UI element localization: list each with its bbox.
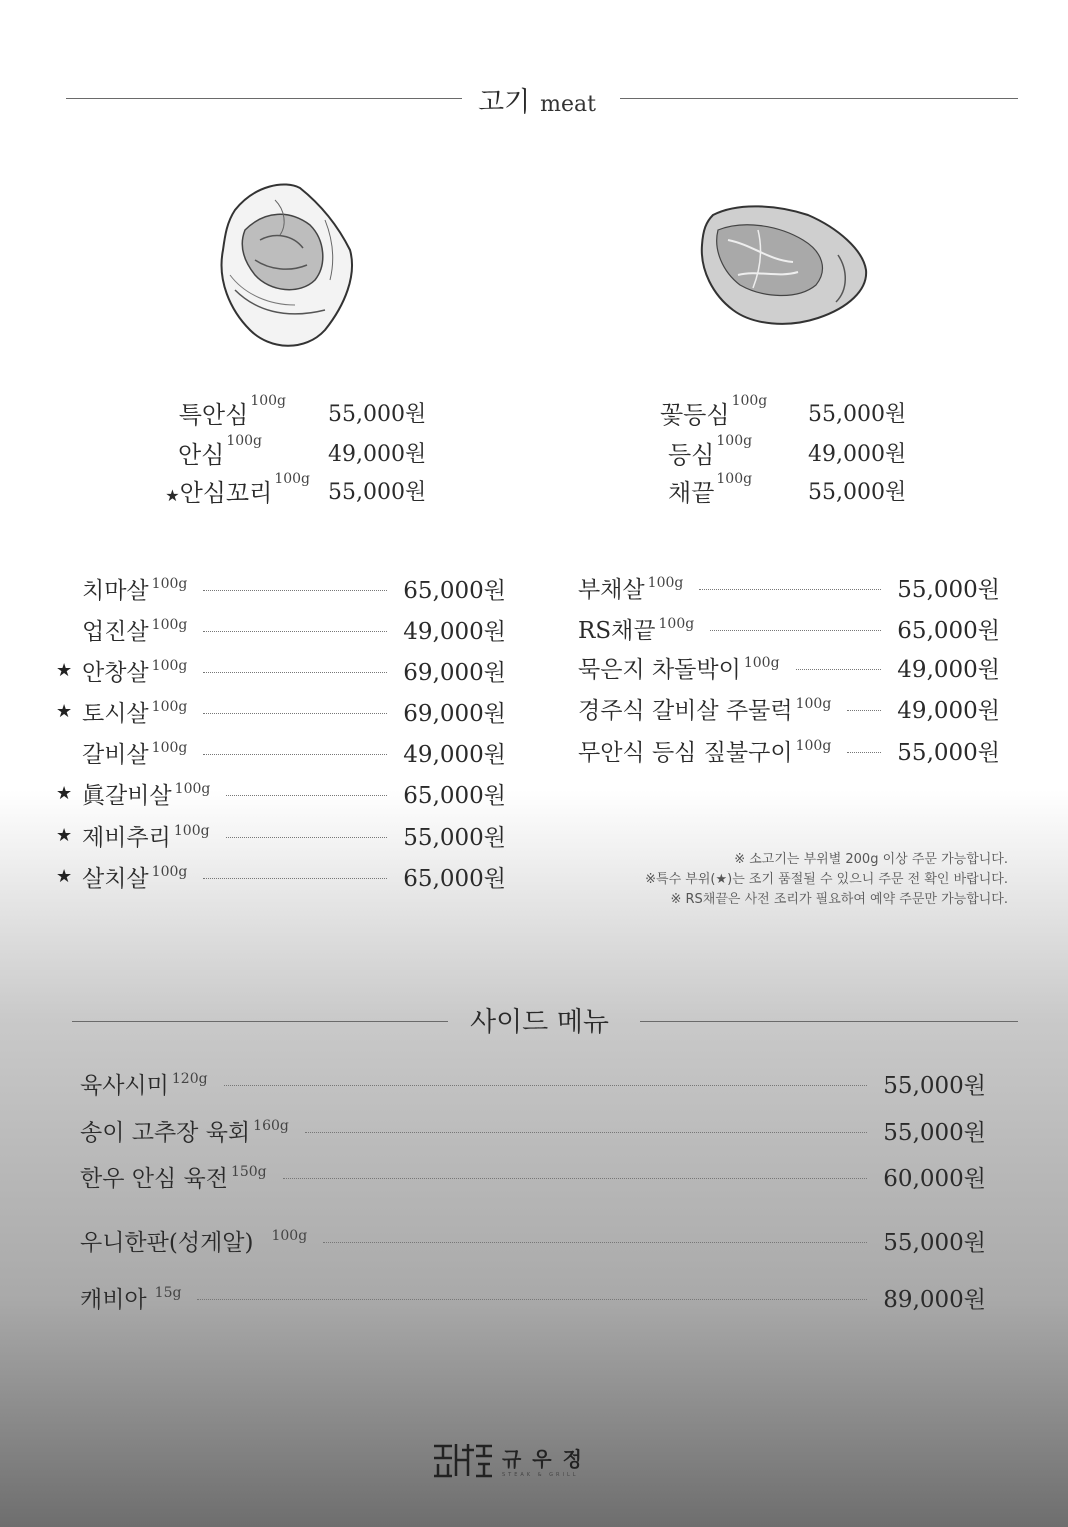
- menu-right-row: [578, 692, 1000, 725]
- side-item-name: 우니한판(성게알): [80, 1230, 254, 1256]
- menu-item-weight: 100g: [647, 574, 684, 591]
- menu-item-price: 65,000원: [403, 866, 506, 892]
- meat-rule-left: [66, 98, 462, 99]
- leader-dots: [203, 590, 387, 591]
- leader-dots: [203, 754, 387, 755]
- side-item-name: 송이 고추장 육회: [80, 1120, 251, 1146]
- menu-item-weight: 100g: [151, 739, 188, 756]
- menu-left-row: [56, 736, 506, 769]
- menu-item-price: 65,000원: [403, 578, 506, 604]
- meat-title: 고기: [478, 87, 531, 118]
- premium-right-row-1: [660, 393, 907, 430]
- menu-item-name: 제비추리: [82, 825, 171, 851]
- premium-left-row-1: [120, 393, 427, 430]
- menu-item-weight: 100g: [151, 616, 188, 633]
- premium-item-price: 55,000원: [808, 402, 907, 427]
- side-item-price: 55,000원: [883, 1230, 986, 1256]
- logo-mark-icon: [432, 1440, 494, 1480]
- leader-dots: [226, 795, 387, 796]
- leader-dots: [197, 1299, 867, 1300]
- side-menu-row: [80, 1114, 986, 1147]
- side-item-weight: 150g: [230, 1163, 267, 1180]
- premium-left-row-2: [120, 433, 427, 470]
- star-icon: ★: [56, 660, 73, 681]
- leader-dots: [203, 713, 387, 714]
- menu-item-name: 갈비살: [82, 742, 149, 768]
- star-icon: ★: [56, 825, 73, 846]
- side-menu-row: [80, 1281, 986, 1314]
- menu-item-weight: 100g: [151, 863, 188, 880]
- menu-item-weight: 100g: [151, 698, 188, 715]
- side-item-weight: 160g: [253, 1117, 289, 1134]
- menu-right-row: [578, 571, 1000, 604]
- menu-item-weight: 100g: [795, 737, 832, 754]
- premium-item-name: 안심: [177, 441, 225, 469]
- star-icon: ★: [56, 701, 73, 722]
- side-item-price: 60,000원: [883, 1166, 986, 1192]
- leader-dots: [305, 1132, 867, 1133]
- leader-dots: [710, 630, 881, 631]
- side-item-name: 육사시미: [80, 1073, 169, 1099]
- premium-item-weight: 100g: [716, 433, 753, 449]
- menu-left-row: [56, 613, 506, 646]
- sirloin-illustration: [698, 200, 870, 330]
- premium-item-weight: 100g: [716, 471, 753, 487]
- premium-item-name: 특안심: [178, 401, 249, 429]
- premium-item-price: 55,000원: [328, 402, 427, 427]
- menu-item-price: 55,000원: [403, 825, 506, 851]
- menu-item-name: 업진살: [82, 619, 149, 645]
- menu-left-row: [56, 819, 506, 852]
- menu-item-name: 안창살: [82, 660, 149, 686]
- restaurant-logo: [432, 1440, 584, 1480]
- menu-item-price: 49,000원: [403, 619, 506, 645]
- side-item-name: 캐비아: [80, 1287, 147, 1313]
- menu-item-name: 무안식 등심 짚불구이: [578, 740, 793, 766]
- menu-left-row: [56, 654, 506, 687]
- side-rule-left: [72, 1021, 448, 1022]
- menu-item-name: RS채끝: [578, 618, 656, 644]
- premium-item-name: 꽃등심: [660, 401, 730, 429]
- side-item-weight: 100g: [271, 1227, 308, 1244]
- side-menu-row: [80, 1224, 986, 1257]
- premium-item-weight: 100g: [250, 393, 286, 409]
- leader-dots: [226, 837, 388, 838]
- meat-rule-right: [620, 98, 1018, 99]
- menu-item-name: 치마살: [82, 578, 149, 604]
- premium-left-row-3: [120, 471, 427, 508]
- leader-dots: [796, 669, 882, 670]
- leader-dots: [203, 878, 387, 879]
- leader-dots: [203, 672, 387, 673]
- side-item-price: 55,000원: [883, 1073, 986, 1099]
- star-icon: ★: [56, 866, 73, 887]
- premium-right-row-2: [668, 433, 907, 470]
- premium-item-weight: 100g: [731, 393, 768, 409]
- menu-item-price: 69,000원: [403, 701, 506, 727]
- menu-left-row: [56, 777, 506, 810]
- side-item-price: 55,000원: [883, 1120, 986, 1146]
- menu-item-price: 49,000원: [403, 742, 506, 768]
- premium-item-weight: 100g: [274, 471, 310, 487]
- side-menu-row: [80, 1160, 986, 1193]
- star-icon: ★: [56, 783, 73, 804]
- leader-dots: [283, 1178, 868, 1179]
- premium-star-icon: ★: [165, 486, 180, 505]
- logo-text: 규 우 정: [502, 1446, 584, 1471]
- menu-right-row: [578, 734, 1000, 767]
- menu-item-price: 55,000원: [897, 740, 1000, 766]
- side-section-title: 사이드 메뉴: [470, 1007, 609, 1038]
- meat-section-title: [478, 80, 596, 119]
- menu-item-weight: 100g: [174, 780, 211, 797]
- premium-item-price: 55,000원: [808, 480, 907, 505]
- leader-dots: [847, 752, 881, 753]
- menu-item-weight: 100g: [658, 615, 695, 632]
- menu-item-name: 경주식 갈비살 주물럭: [578, 698, 793, 724]
- menu-right-row: [578, 612, 1000, 645]
- leader-dots: [203, 631, 387, 632]
- menu-item-price: 49,000원: [897, 657, 1000, 683]
- tenderloin-illustration: [215, 180, 360, 355]
- menu-right-row: [578, 651, 1000, 684]
- side-item-price: 89,000원: [883, 1287, 986, 1313]
- menu-left-row: [56, 860, 506, 893]
- logo-tagline: STEAK & GRILL: [502, 1471, 579, 1478]
- premium-item-price: 55,000원: [328, 480, 427, 505]
- menu-item-name: 토시살: [82, 701, 149, 727]
- premium-item-name: 등심: [668, 441, 715, 469]
- side-rule-right: [640, 1021, 1018, 1022]
- leader-dots: [323, 1242, 867, 1243]
- menu-item-name: 부채살: [578, 577, 645, 603]
- menu-item-price: 65,000원: [403, 783, 506, 809]
- side-item-name: 한우 안심 육전: [80, 1166, 228, 1192]
- leader-dots: [847, 710, 881, 711]
- note-line: ※ RS채끝은 사전 조리가 필요하여 예약 주문만 가능합니다.: [670, 892, 1008, 907]
- premium-item-name: 안심꼬리: [179, 479, 273, 507]
- note-line: ※ 소고기는 부위별 200g 이상 주문 가능합니다.: [734, 852, 1008, 867]
- menu-item-price: 49,000원: [897, 698, 1000, 724]
- menu-item-weight: 100g: [151, 575, 188, 592]
- premium-item-name: 채끝: [668, 479, 715, 507]
- menu-item-weight: 100g: [795, 695, 832, 712]
- order-notes: [645, 850, 1008, 910]
- menu-item-weight: 100g: [151, 657, 188, 674]
- premium-right-row-3: [668, 471, 907, 508]
- side-item-weight: 15g: [154, 1284, 182, 1301]
- menu-item-name: 살치살: [82, 866, 149, 892]
- premium-item-price: 49,000원: [328, 442, 427, 467]
- menu-item-price: 69,000원: [403, 660, 506, 686]
- menu-item-weight: 100g: [743, 654, 780, 671]
- meat-subtitle: meat: [540, 92, 597, 117]
- premium-item-price: 49,000원: [808, 442, 907, 467]
- menu-left-row: [56, 572, 506, 605]
- menu-item-price: 65,000원: [897, 618, 1000, 644]
- menu-item-weight: 100g: [173, 822, 210, 839]
- premium-item-weight: 100g: [226, 433, 262, 449]
- menu-item-price: 55,000원: [897, 577, 1000, 603]
- menu-item-name: 묵은지 차돌박이: [578, 657, 741, 683]
- side-item-weight: 120g: [171, 1070, 208, 1087]
- note-line: ※특수 부위(★)는 조기 품절될 수 있으니 주문 전 확인 바랍니다.: [645, 872, 1008, 887]
- side-menu-row: [80, 1067, 986, 1100]
- menu-item-name: 眞갈비살: [82, 783, 172, 809]
- leader-dots: [699, 589, 881, 590]
- leader-dots: [224, 1085, 868, 1086]
- menu-left-row: [56, 695, 506, 728]
